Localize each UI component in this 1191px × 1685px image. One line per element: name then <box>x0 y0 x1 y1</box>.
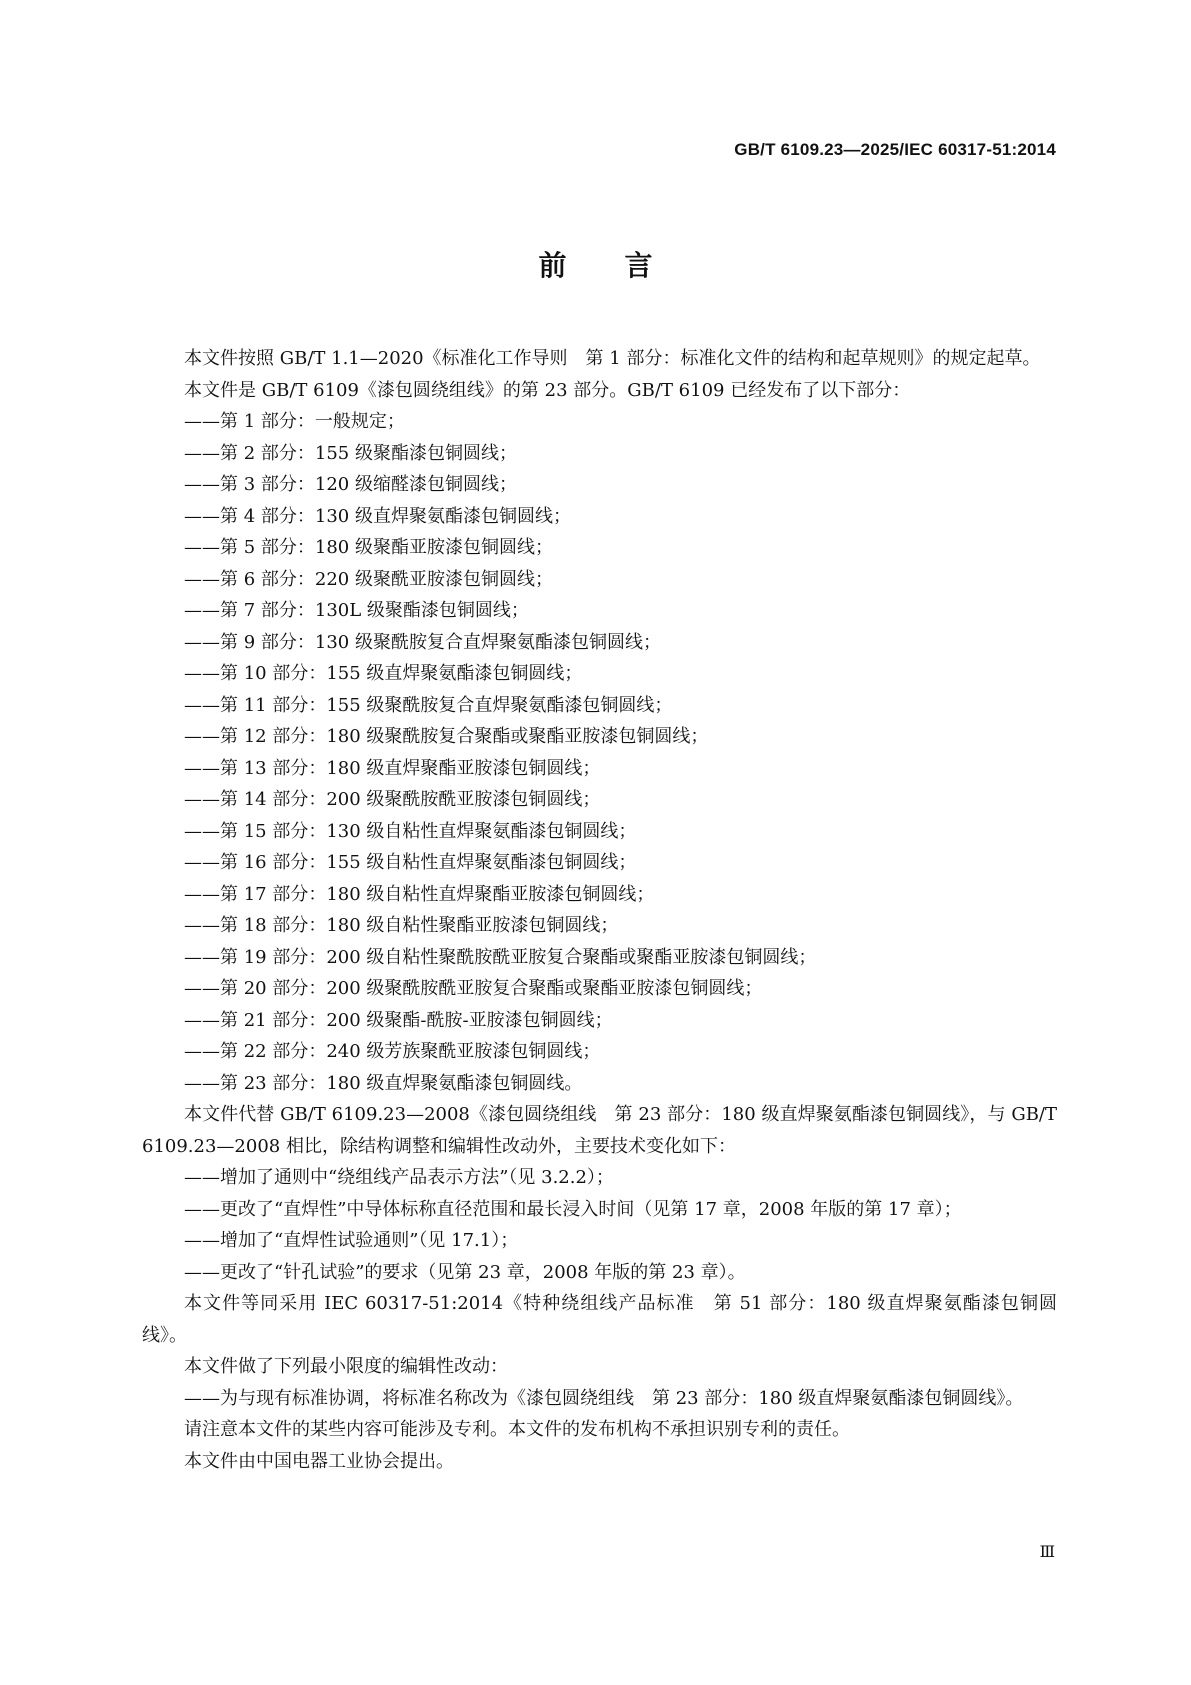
list-item-part: ——第 14 部分：200 级聚酰胺酰亚胺漆包铜圆线； <box>184 789 601 810</box>
list-item-part: ——第 12 部分：180 级聚酰胺复合聚酯或聚酯亚胺漆包铜圆线； <box>184 726 709 747</box>
list-item-part: ——第 22 部分：240 级芳族聚酰亚胺漆包铜圆线； <box>184 1041 601 1062</box>
list-item-part: ——第 6 部分：220 级聚酰亚胺漆包铜圆线； <box>184 568 553 590</box>
list-item-part: ——第 21 部分：200 级聚酯-酰胺-亚胺漆包铜圆线； <box>184 1009 613 1031</box>
paragraph-drafting-basis: 本文件按照 GB/T 1.1—2020《标准化工作导则 第 1 部分：标准化文件的结构和起草规则》的规定起草。 <box>184 348 1041 369</box>
paragraph-proposer: 本文件由中国电器工业协会提出。 <box>184 1450 454 1472</box>
list-item-change: ——更改了“直焊性”中导体标称直径范围和最长浸入时间（见第 17 章，2008 年版的第 17 章）； <box>184 1198 962 1220</box>
list-item-part: ——第 16 部分：155 级自粘性直焊聚氨酯漆包铜圆线； <box>184 852 637 873</box>
standard-code-header: GB/T 6109.23—2025/IEC 60317-51:2014 <box>734 140 1056 159</box>
list-item-part: ——第 1 部分：一般规定； <box>184 411 405 432</box>
list-item-part: ——第 7 部分：130L 级聚酯漆包铜圆线； <box>184 600 529 621</box>
page-title: 前言 <box>538 249 711 282</box>
list-item-part: ——第 13 部分：180 级直焊聚酯亚胺漆包铜圆线； <box>184 757 601 779</box>
list-item-part: ——第 3 部分：120 级缩醛漆包铜圆线； <box>184 474 517 495</box>
paragraph-part-intro: 本文件是 GB/T 6109《漆包圆绕组线》的第 23 部分。GB/T 6109 已经发布了以下部分： <box>184 379 911 401</box>
list-item-part: ——第 10 部分：155 级直焊聚氨酯漆包铜圆线； <box>184 663 583 684</box>
list-item-part: ——第 17 部分：180 级自粘性直焊聚酯亚胺漆包铜圆线； <box>184 883 655 905</box>
list-item-part: ——第 11 部分：155 级聚酰胺复合直焊聚氨酯漆包铜圆线； <box>184 694 673 716</box>
list-item-part: ——第 20 部分：200 级聚酰胺酰亚胺复合聚酯或聚酯亚胺漆包铜圆线； <box>184 978 763 999</box>
paragraph-patent-notice: 请注意本文件的某些内容可能涉及专利。本文件的发布机构不承担识别专利的责任。 <box>184 1419 850 1440</box>
document-body <box>142 343 1057 1477</box>
list-item-change: ——增加了“直焊性试验通则”（见 17.1）； <box>184 1230 519 1251</box>
list-item-part: ——第 19 部分：200 级自粘性聚酰胺酰亚胺复合聚酯或聚酯亚胺漆包铜圆线； <box>184 946 817 968</box>
paragraph-replacement: 本文件代替 GB/T 6109.23—2008《漆包圆绕组线 第 23 部分：180 级直焊聚氨酯漆包铜圆线》，与 GB/T 6109.23—2008 相比，除结构调整和编辑性改动外，主要技术变化如下： <box>142 1104 1057 1157</box>
list-item-part: ——第 15 部分：130 级自粘性直焊聚氨酯漆包铜圆线； <box>184 820 637 842</box>
list-item-part: ——第 18 部分：180 级自粘性聚酯亚胺漆包铜圆线； <box>184 915 619 936</box>
paragraph-adoption: 本文件等同采用 IEC 60317-51:2014《特种绕组线产品标准 第 51 部分：180 级直焊聚氨酯漆包铜圆线》。 <box>142 1293 1057 1346</box>
list-item-part: ——第 9 部分：130 级聚酰胺复合直焊聚氨酯漆包铜圆线； <box>184 631 661 653</box>
list-item-editorial: ——为与现有标准协调，将标准名称改为《漆包圆绕组线 第 23 部分：180 级直焊聚氨酯漆包铜圆线》。 <box>184 1387 1024 1409</box>
page-number: Ⅲ <box>1039 1542 1055 1561</box>
list-item-part: ——第 4 部分：130 级直焊聚氨酯漆包铜圆线； <box>184 505 571 527</box>
list-item-part: ——第 2 部分：155 级聚酯漆包铜圆线； <box>184 442 517 464</box>
paragraph-editorial-intro: 本文件做了下列最小限度的编辑性改动： <box>184 1356 508 1377</box>
list-item-part: ——第 5 部分：180 级聚酯亚胺漆包铜圆线； <box>184 537 553 558</box>
list-item-change: ——更改了“针孔试验”的要求（见第 23 章，2008 年版的第 23 章）。 <box>184 1261 746 1283</box>
list-item-part: ——第 23 部分：180 级直焊聚氨酯漆包铜圆线。 <box>184 1072 583 1094</box>
list-item-change: ——增加了通则中“绕组线产品表示方法”（见 3.2.2）； <box>184 1167 614 1188</box>
